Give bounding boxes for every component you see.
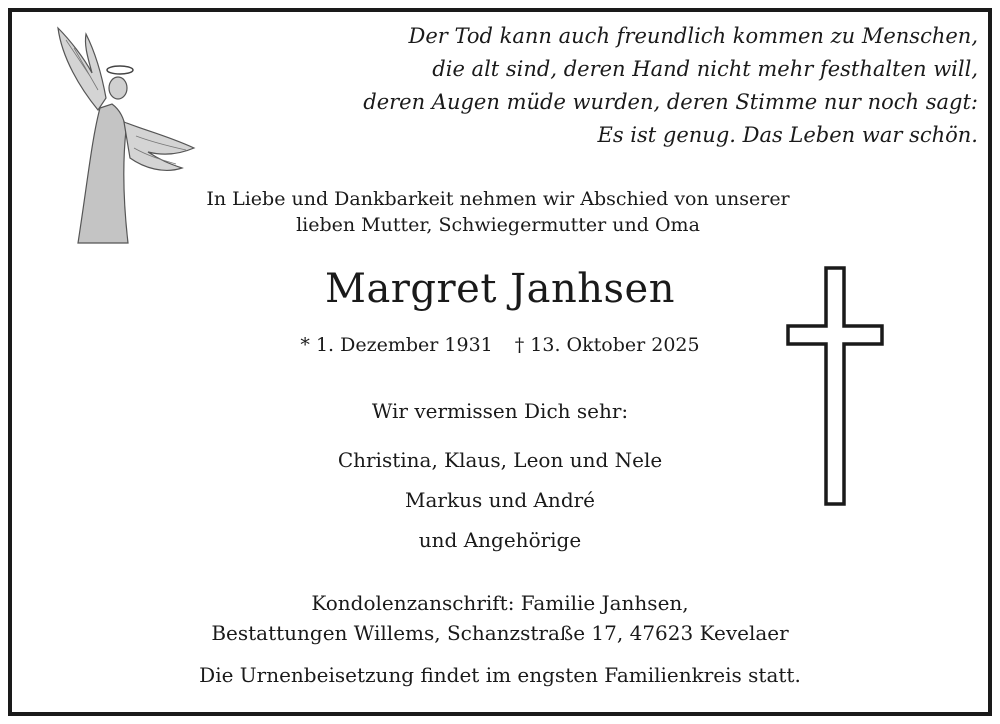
mourner-line: und Angehörige bbox=[418, 528, 582, 552]
death-date: † 13. Oktober 2025 bbox=[514, 334, 700, 356]
burial-note: Die Urnenbeisetzung findet im engsten Familienkreis statt. bbox=[199, 663, 801, 687]
condolence-address bbox=[0, 588, 1000, 648]
mourner-line: Christina, Klaus, Leon und Nele bbox=[337, 448, 663, 472]
poem-line: Der Tod kann auch freundlich kommen zu Menschen, bbox=[408, 24, 978, 48]
intro-line-2: lieben Mutter, Schwiegermutter und Oma bbox=[296, 214, 700, 236]
intro-text bbox=[0, 186, 998, 238]
mourners-list bbox=[0, 440, 1000, 560]
condolence-line-1: Kondolenzanschrift: Familie Janhsen, bbox=[311, 591, 689, 615]
miss-line: Wir vermissen Dich sehr: bbox=[371, 399, 629, 423]
poem bbox=[338, 20, 978, 152]
condolence-line-2: Bestattungen Willems, Schanzstraße 17, 47623 Kevelaer bbox=[211, 621, 789, 645]
poem-line: die alt sind, deren Hand nicht mehr festhalten will, bbox=[432, 57, 978, 81]
poem-line: deren Augen müde wurden, deren Stimme nur noch sagt: bbox=[363, 90, 978, 114]
birth-date: * 1. Dezember 1931 bbox=[300, 334, 493, 356]
intro-line-1: In Liebe und Dankbarkeit nehmen wir Abschied von unserer bbox=[206, 188, 790, 210]
mourner-line: Markus und André bbox=[404, 488, 596, 512]
poem-line: Es ist genug. Das Leben war schön. bbox=[597, 123, 978, 147]
deceased-name: Margret Janhsen bbox=[325, 266, 675, 312]
